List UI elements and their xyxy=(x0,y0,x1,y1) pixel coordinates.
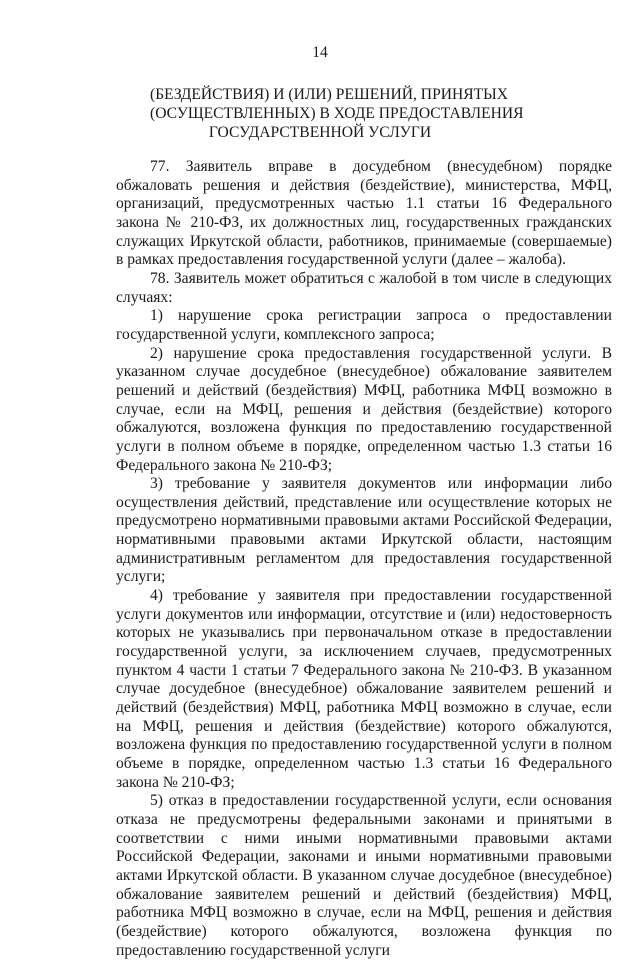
list-item-1: 1) нарушение срока регистрации запроса о предоставлении государственной услуги, комплексного запроса; xyxy=(116,307,612,343)
paragraph-78: 78. Заявитель может обратиться с жалобой в том числе в следующих случаях: xyxy=(116,269,612,306)
page-number: 14 xyxy=(312,44,328,61)
list-item-3: 3) требование у заявителя документов или информации либо осуществления действий, представление или осуществление которых не предусмотрено нормативными правовыми актами Российской Федерации, нормативными правовыми актами Иркутской области, настоящим административным регламентом для предоставления государственной услуги; xyxy=(116,475,612,586)
list-item-5: 5) отказ в предоставлении государственной услуги, если основания отказа не предусмотрены федеральными законами и принятыми в соответствии с ними иными нормативными правовыми актами Российской Федерации, законами и иными нормативными правовыми актами Иркутской области. В указанном случае досудебное (внесудебное) обжалование заявителем решений и действий (бездействия) МФЦ, работника МФЦ возможно в случае, если на МФЦ, решения и действия (бездействие) которого обжалуются, возложена функция по предоставлению государственной услуги xyxy=(116,792,612,959)
document-body xyxy=(116,158,612,960)
list-item-2: 2) нарушение срока предоставления государственной услуги. В указанном случае досудебное (внесудебное) обжалование заявителем решений и действий (бездействия) МФЦ, работника МФЦ возможно в случае, если на МФЦ, решения и действия (бездействие) которого обжалуются, возложена функция по предоставлению государственной услуги в полном объеме в порядке, определенном частью 1.3 статьи 16 Федерального закона № 210-ФЗ; xyxy=(116,344,612,474)
section-title-line: (БЕЗДЕЙСТВИЯ) И (ИЛИ) РЕШЕНИЙ, ПРИНЯТЫХ xyxy=(150,86,509,103)
section-title xyxy=(150,85,524,142)
section-title-line: ГОСУДАРСТВЕННОЙ УСЛУГИ xyxy=(208,124,432,141)
section-title-line: (ОСУЩЕСТВЛЕННЫХ) В ХОДЕ ПРЕДОСТАВЛЕНИЯ xyxy=(150,105,524,122)
list-item-4: 4) требование у заявителя при предоставлении государственной услуги документов или информации, отсутствие и (или) недостоверность которых не указывались при первоначальном отказе в предоставлении государственной услуги, за исключением случаев, предусмотренных пунктом 4 части 1 статьи 7 Федерального закона № 210-ФЗ. В указанном случае досудебное (внесудебное) обжалование заявителем решений и действий (бездействия) МФЦ, работника МФЦ возможно в случае, если на МФЦ, решения и действия (бездействие) которого обжалуются, возложена функция по предоставлению государственной услуги в полном объеме в порядке, определенном частью 1.3 статьи 16 Федерального закона № 210-ФЗ; xyxy=(116,587,612,791)
paragraph-77: 77. Заявитель вправе в досудебном (внесудебном) порядке обжаловать решения и действия (бездействие), министерства, МФЦ, организаций, предусмотренных частью 1.1 статьи 16 Федерального закона № 210-ФЗ, их должностных лиц, государственных гражданских служащих Иркутской области, работников, принимаемые (совершаемые) в рамках предоставления государственной услуги (далее – жалоба). xyxy=(116,158,612,269)
